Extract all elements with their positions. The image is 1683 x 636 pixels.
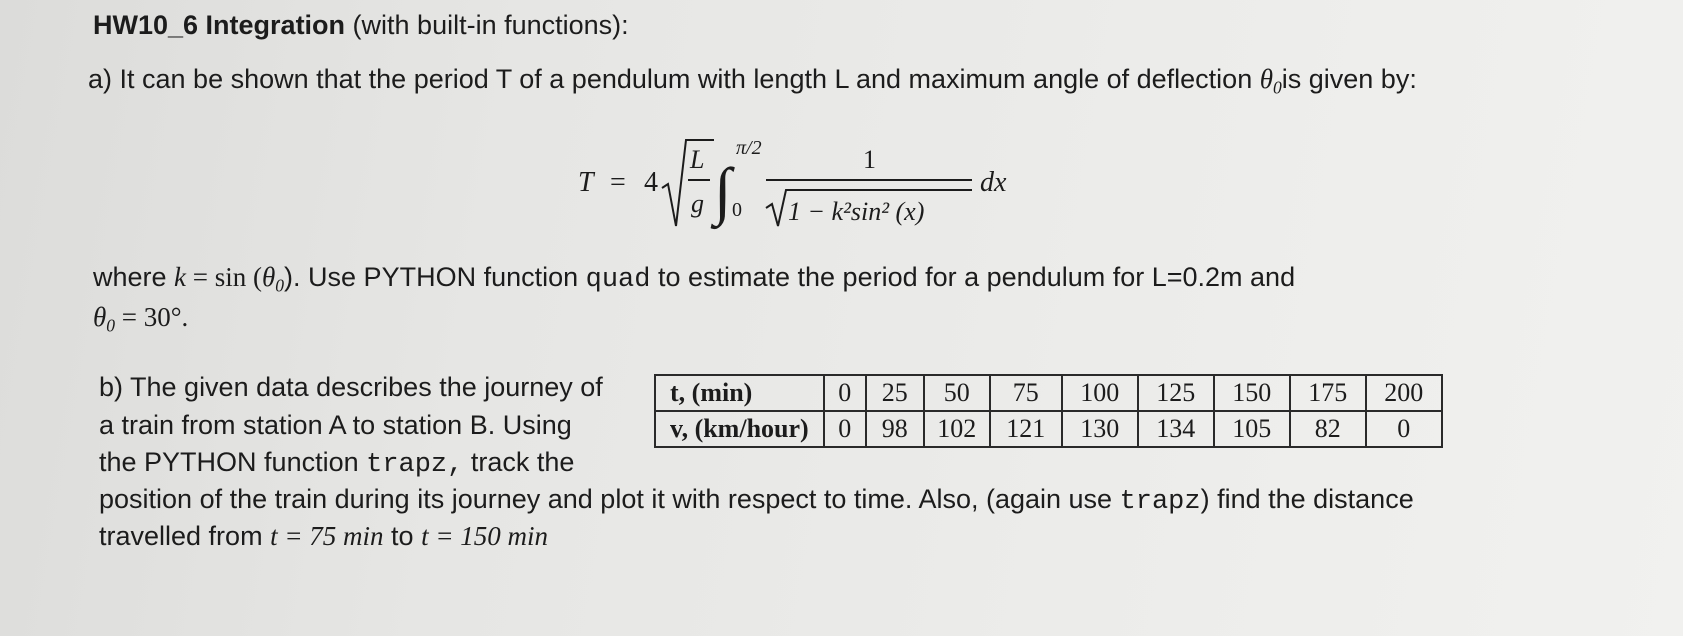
theta-value: = 30°.	[115, 302, 189, 332]
lower-limit: 0	[732, 199, 742, 221]
table-cell: 150	[1214, 375, 1290, 411]
velocity-header: v, (km/hour)	[655, 411, 824, 447]
part-a-intro-end: is given by:	[1281, 64, 1417, 94]
theta0-inline: $\theta_0$	[262, 262, 285, 296]
part-b-line3	[99, 447, 574, 480]
part-b-line5	[99, 521, 548, 552]
table-cell: 200	[1366, 375, 1442, 411]
table-cell: 102	[924, 411, 990, 447]
table-cell: 100	[1062, 375, 1138, 411]
table-cell: 0	[1366, 411, 1442, 447]
trapz-function-2: trapz	[1119, 487, 1201, 517]
table-cell: 121	[990, 411, 1062, 447]
t-from: t = 75 min	[270, 521, 384, 551]
table-row-velocity	[655, 411, 1442, 447]
theta-value-line	[93, 302, 188, 336]
period-formula	[578, 128, 1110, 258]
part-a-where	[93, 262, 1295, 296]
where-text: where	[93, 262, 175, 292]
formula-lhs: T	[578, 167, 594, 198]
trapz-function: trapz,	[366, 450, 464, 480]
part-b-line4	[99, 484, 1414, 517]
part-b-line4-end: ) find the distance	[1200, 484, 1414, 514]
part-b-line5-text: travelled from	[99, 521, 271, 551]
table-cell: 130	[1062, 411, 1138, 447]
part-b-line3-end: track the	[463, 447, 575, 477]
t-to: t = 150 min	[421, 521, 549, 551]
table-row-time	[655, 375, 1442, 411]
part-b-line3-text: the PYTHON function	[99, 447, 367, 477]
part-a-intro	[88, 64, 1417, 98]
train-data-table	[654, 374, 1443, 448]
table-cell: 98	[866, 411, 924, 447]
formula-coef: 4	[644, 167, 658, 198]
table-cell: 175	[1290, 375, 1366, 411]
integral-sign: ∫	[714, 155, 732, 226]
table-cell: 0	[824, 375, 866, 411]
quad-function: quad	[585, 265, 651, 295]
part-b-line1: b) The given data describes the journey of	[99, 372, 603, 402]
fraction-numerator: 1	[863, 145, 876, 174]
formula-dx: dx	[980, 167, 1007, 198]
table-cell: 0	[824, 411, 866, 447]
table-cell: 50	[924, 375, 990, 411]
sqrt-numerator: L	[690, 145, 705, 174]
part-b-line2: a train from station A to station B. Using	[99, 410, 572, 440]
table-cell: 134	[1138, 411, 1214, 447]
table-cell: 125	[1138, 375, 1214, 411]
where-k: k	[174, 262, 187, 292]
train-data-table-wrap	[654, 374, 1443, 448]
part-b-line4-text: position of the train during its journey and plot it with respect to time. Also, (again use	[99, 484, 1120, 514]
title-bold: HW10_6 Integration	[93, 10, 346, 40]
theta0-value-symbol: $\theta_0$	[93, 302, 116, 336]
table-cell: 25	[866, 375, 924, 411]
sqrt-denominator: g	[691, 189, 704, 218]
formula-svg	[578, 128, 1110, 258]
table-cell: 105	[1214, 411, 1290, 447]
where-rest: to estimate the period for a pendulum for L=0.2m and	[650, 262, 1296, 292]
table-cell: 75	[990, 375, 1062, 411]
page-title	[93, 10, 629, 41]
sqrt-sign	[662, 140, 714, 226]
where-post: ). Use PYTHON function	[284, 262, 586, 292]
upper-limit: π/2	[736, 137, 762, 159]
formula-equals: =	[610, 167, 626, 198]
table-cell: 82	[1290, 411, 1366, 447]
part-b-line5-to: to	[383, 521, 422, 551]
title-rest: (with built-in functions):	[345, 10, 629, 40]
where-eq: = sin (	[186, 262, 263, 292]
theta0-symbol: $\theta_0$	[1259, 64, 1282, 98]
part-a-intro-text: a) It can be shown that the period T of a pendulum with length L and maximum angle of deflection	[88, 64, 1260, 94]
fraction-denominator: 1 − k²sin² (x)	[788, 197, 925, 226]
time-header: t, (min)	[655, 375, 824, 411]
